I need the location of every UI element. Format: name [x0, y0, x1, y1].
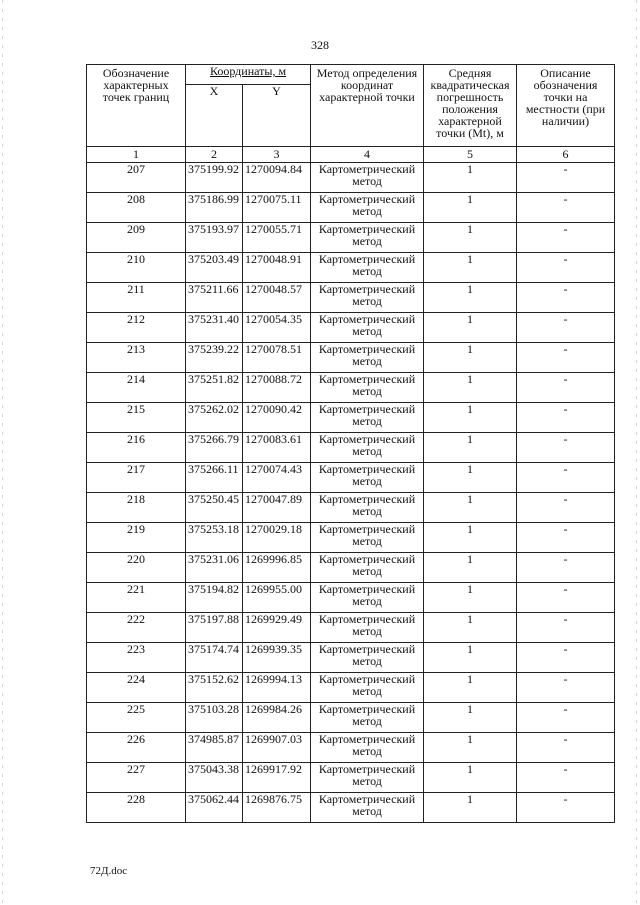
- y-coordinate-cell: 1269939.35: [243, 643, 311, 673]
- table-row: [87, 643, 615, 673]
- error-cell: 1: [424, 433, 517, 463]
- point-number-cell: 210: [87, 253, 186, 283]
- x-coordinate-cell: 375203.49: [186, 253, 243, 283]
- description-cell: -: [517, 283, 615, 313]
- y-coordinate-cell: 1270048.91: [243, 253, 311, 283]
- x-coordinate-cell: 375186.99: [186, 193, 243, 223]
- method-cell: Картометрический метод: [311, 703, 424, 733]
- description-cell: -: [517, 523, 615, 553]
- description-cell: -: [517, 403, 615, 433]
- method-cell: Картометрический метод: [311, 493, 424, 523]
- description-cell: -: [517, 223, 615, 253]
- point-number-cell: 215: [87, 403, 186, 433]
- table-row: [87, 583, 615, 613]
- x-coordinate-cell: 375231.06: [186, 553, 243, 583]
- description-cell: -: [517, 313, 615, 343]
- scan-edge-left: [2, 0, 3, 905]
- description-cell: -: [517, 793, 615, 823]
- description-cell: -: [517, 673, 615, 703]
- x-coordinate-cell: 375043.38: [186, 763, 243, 793]
- x-coordinate-cell: 375103.28: [186, 703, 243, 733]
- point-number-cell: 226: [87, 733, 186, 763]
- y-coordinate-cell: 1270029.18: [243, 523, 311, 553]
- table-body: [87, 163, 615, 823]
- table-row: [87, 403, 615, 433]
- error-cell: 1: [424, 493, 517, 523]
- table-row: [87, 253, 615, 283]
- header-description: Описание обозначения точки на местности (при наличии): [517, 65, 615, 147]
- point-number-cell: 220: [87, 553, 186, 583]
- table-row: [87, 793, 615, 823]
- header-method: Метод определения координат характерной точки: [311, 65, 424, 147]
- column-number: 1: [87, 147, 186, 163]
- y-coordinate-cell: 1269955.00: [243, 583, 311, 613]
- error-cell: 1: [424, 313, 517, 343]
- header-error: Средняя квадратическая погрешность положения характерной точки (Mt), м: [424, 65, 517, 147]
- point-number-cell: 219: [87, 523, 186, 553]
- point-number-cell: 207: [87, 163, 186, 193]
- error-cell: 1: [424, 163, 517, 193]
- method-cell: Картометрический метод: [311, 163, 424, 193]
- y-coordinate-cell: 1269996.85: [243, 553, 311, 583]
- y-coordinate-cell: 1269984.26: [243, 703, 311, 733]
- table-row: [87, 553, 615, 583]
- error-cell: 1: [424, 223, 517, 253]
- error-cell: 1: [424, 793, 517, 823]
- column-number-row: [87, 147, 615, 163]
- error-cell: 1: [424, 553, 517, 583]
- error-cell: 1: [424, 583, 517, 613]
- point-number-cell: 211: [87, 283, 186, 313]
- y-coordinate-cell: 1270048.57: [243, 283, 311, 313]
- column-number: 4: [311, 147, 424, 163]
- point-number-cell: 228: [87, 793, 186, 823]
- column-number: 6: [517, 147, 615, 163]
- y-coordinate-cell: 1270090.42: [243, 403, 311, 433]
- table-row: [87, 733, 615, 763]
- header-y: Y: [243, 85, 311, 147]
- method-cell: Картометрический метод: [311, 313, 424, 343]
- description-cell: -: [517, 493, 615, 523]
- y-coordinate-cell: 1269907.03: [243, 733, 311, 763]
- method-cell: Картометрический метод: [311, 403, 424, 433]
- error-cell: 1: [424, 673, 517, 703]
- method-cell: Картометрический метод: [311, 793, 424, 823]
- description-cell: -: [517, 253, 615, 283]
- error-cell: 1: [424, 193, 517, 223]
- y-coordinate-cell: 1270055.71: [243, 223, 311, 253]
- y-coordinate-cell: 1270078.51: [243, 343, 311, 373]
- x-coordinate-cell: 375197.88: [186, 613, 243, 643]
- error-cell: 1: [424, 733, 517, 763]
- point-number-cell: 225: [87, 703, 186, 733]
- point-number-cell: 222: [87, 613, 186, 643]
- table-row: [87, 433, 615, 463]
- table-row: [87, 283, 615, 313]
- table-row: [87, 463, 615, 493]
- method-cell: Картометрический метод: [311, 433, 424, 463]
- method-cell: Картометрический метод: [311, 373, 424, 403]
- point-number-cell: 217: [87, 463, 186, 493]
- description-cell: -: [517, 343, 615, 373]
- table-row: [87, 193, 615, 223]
- point-number-cell: 218: [87, 493, 186, 523]
- point-number-cell: 214: [87, 373, 186, 403]
- header-point: Обозначение характерных точек границ: [87, 65, 186, 147]
- method-cell: Картометрический метод: [311, 343, 424, 373]
- y-coordinate-cell: 1269917.92: [243, 763, 311, 793]
- y-coordinate-cell: 1270094.84: [243, 163, 311, 193]
- description-cell: -: [517, 613, 615, 643]
- y-coordinate-cell: 1270054.35: [243, 313, 311, 343]
- point-number-cell: 227: [87, 763, 186, 793]
- column-number: 3: [243, 147, 311, 163]
- description-cell: -: [517, 373, 615, 403]
- table-row: [87, 703, 615, 733]
- method-cell: Картометрический метод: [311, 733, 424, 763]
- error-cell: 1: [424, 253, 517, 283]
- x-coordinate-cell: 375253.18: [186, 523, 243, 553]
- x-coordinate-cell: 375266.79: [186, 433, 243, 463]
- method-cell: Картометрический метод: [311, 643, 424, 673]
- point-number-cell: 223: [87, 643, 186, 673]
- description-cell: -: [517, 643, 615, 673]
- point-number-cell: 208: [87, 193, 186, 223]
- method-cell: Картометрический метод: [311, 553, 424, 583]
- description-cell: -: [517, 553, 615, 583]
- method-cell: Картометрический метод: [311, 613, 424, 643]
- error-cell: 1: [424, 283, 517, 313]
- header-x: X: [186, 85, 243, 147]
- table-row: [87, 493, 615, 523]
- boundary-points-table: [86, 64, 615, 823]
- page-number: 328: [311, 38, 329, 52]
- column-number: 5: [424, 147, 517, 163]
- description-cell: -: [517, 433, 615, 463]
- method-cell: Картометрический метод: [311, 673, 424, 703]
- method-cell: Картометрический метод: [311, 463, 424, 493]
- footer-filename: 72Д.doc: [90, 865, 128, 877]
- y-coordinate-cell: 1270088.72: [243, 373, 311, 403]
- x-coordinate-cell: 375193.97: [186, 223, 243, 253]
- scan-edge-right: [636, 0, 637, 905]
- x-coordinate-cell: 375239.22: [186, 343, 243, 373]
- table-row: [87, 343, 615, 373]
- table-row: [87, 523, 615, 553]
- description-cell: -: [517, 163, 615, 193]
- point-number-cell: 224: [87, 673, 186, 703]
- table-row: [87, 313, 615, 343]
- x-coordinate-cell: 374985.87: [186, 733, 243, 763]
- method-cell: Картометрический метод: [311, 583, 424, 613]
- x-coordinate-cell: 375251.82: [186, 373, 243, 403]
- x-coordinate-cell: 375262.02: [186, 403, 243, 433]
- method-cell: Картометрический метод: [311, 283, 424, 313]
- point-number-cell: 221: [87, 583, 186, 613]
- x-coordinate-cell: 375152.62: [186, 673, 243, 703]
- error-cell: 1: [424, 613, 517, 643]
- error-cell: 1: [424, 373, 517, 403]
- method-cell: Картометрический метод: [311, 193, 424, 223]
- error-cell: 1: [424, 403, 517, 433]
- description-cell: -: [517, 763, 615, 793]
- error-cell: 1: [424, 643, 517, 673]
- error-cell: 1: [424, 763, 517, 793]
- table-row: [87, 613, 615, 643]
- x-coordinate-cell: 375266.11: [186, 463, 243, 493]
- y-coordinate-cell: 1269876.75: [243, 793, 311, 823]
- y-coordinate-cell: 1270074.43: [243, 463, 311, 493]
- column-number: 2: [186, 147, 243, 163]
- error-cell: 1: [424, 463, 517, 493]
- point-number-cell: 213: [87, 343, 186, 373]
- y-coordinate-cell: 1270047.89: [243, 493, 311, 523]
- error-cell: 1: [424, 703, 517, 733]
- method-cell: Картометрический метод: [311, 253, 424, 283]
- y-coordinate-cell: 1269929.49: [243, 613, 311, 643]
- description-cell: -: [517, 463, 615, 493]
- description-cell: -: [517, 733, 615, 763]
- x-coordinate-cell: 375250.45: [186, 493, 243, 523]
- x-coordinate-cell: 375231.40: [186, 313, 243, 343]
- description-cell: -: [517, 583, 615, 613]
- x-coordinate-cell: 375174.74: [186, 643, 243, 673]
- method-cell: Картометрический метод: [311, 523, 424, 553]
- table-row: [87, 763, 615, 793]
- table-row: [87, 223, 615, 253]
- header-coordinates: Координаты, м: [186, 65, 311, 85]
- x-coordinate-cell: 375199.92: [186, 163, 243, 193]
- table-row: [87, 373, 615, 403]
- x-coordinate-cell: 375194.82: [186, 583, 243, 613]
- method-cell: Картометрический метод: [311, 223, 424, 253]
- table-row: [87, 163, 615, 193]
- table-row: [87, 673, 615, 703]
- point-number-cell: 216: [87, 433, 186, 463]
- x-coordinate-cell: 375211.66: [186, 283, 243, 313]
- method-cell: Картометрический метод: [311, 763, 424, 793]
- x-coordinate-cell: 375062.44: [186, 793, 243, 823]
- error-cell: 1: [424, 343, 517, 373]
- y-coordinate-cell: 1269994.13: [243, 673, 311, 703]
- point-number-cell: 212: [87, 313, 186, 343]
- y-coordinate-cell: 1270075.11: [243, 193, 311, 223]
- error-cell: 1: [424, 523, 517, 553]
- point-number-cell: 209: [87, 223, 186, 253]
- description-cell: -: [517, 703, 615, 733]
- y-coordinate-cell: 1270083.61: [243, 433, 311, 463]
- description-cell: -: [517, 193, 615, 223]
